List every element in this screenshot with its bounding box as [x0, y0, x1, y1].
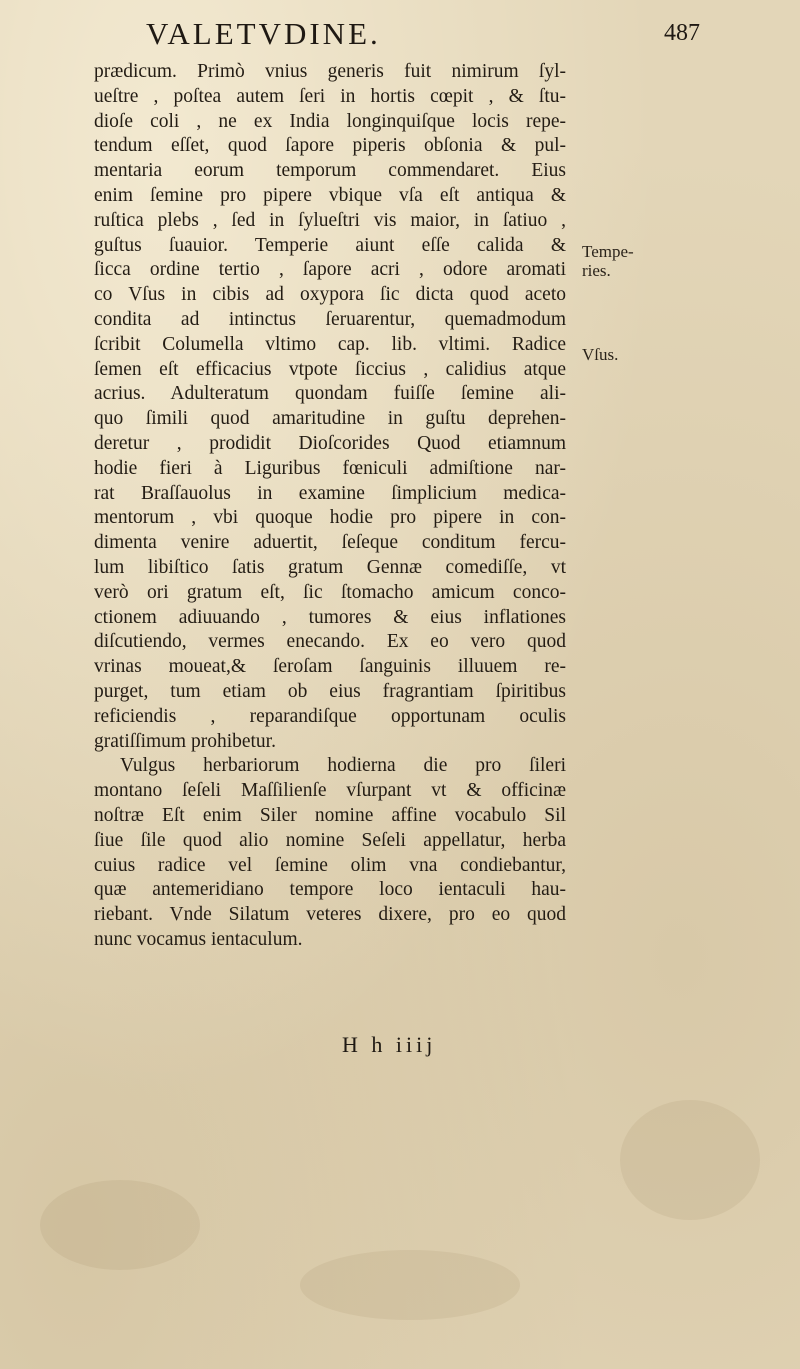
text-line: dimenta venire aduertit, ſeſeque conditum fercu- [94, 532, 566, 554]
text-line: montano ſeſeli Maſſilienſe vſurpant vt & officinæ [94, 780, 566, 802]
text-line: mentorum , vbi quoque hodie pro pipere in con- [94, 507, 566, 529]
text-line: nunc vocamus ientaculum. [94, 928, 303, 950]
text-line: lum libiſtico ſatis gratum Gennæ comediſſe, vt [94, 556, 566, 578]
text-line: diſcutiendo, vermes enecando. Ex eo vero quod [94, 631, 566, 653]
text-line: vrinas moueat,& ſeroſam ſanguinis illuuem re- [94, 656, 566, 678]
text-line: ſiue ſile quod alio nomine Seſeli appellatur, herba [94, 829, 566, 851]
text-line: deretur , prodidit Dioſcorides Quod etiamnum [94, 432, 566, 454]
text-line: condita ad intinctus ſeruarentur, quemadmodum [94, 308, 566, 330]
paper-stain [40, 1180, 200, 1270]
marginal-note-temperies [582, 242, 634, 280]
text-line: acrius. Adulteratum quondam fuiſſe ſemine ali- [94, 383, 566, 405]
marginal-note-line: Vſus. [582, 345, 619, 364]
text-line: verò ori gratum eſt, ſic ſtomacho amicum conco- [94, 581, 566, 603]
text-line: noſtræ Eſt enim Siler nomine affine vocabulo Sil [94, 804, 566, 826]
marginal-note-line: Tempe- [582, 242, 634, 261]
page-number: 487 [664, 20, 700, 46]
text-line: rat Braſſauolus in examine ſimplicium medica- [94, 482, 566, 504]
paragraph-first-line: Vulgus herbariorum hodierna die pro ſileri [120, 755, 566, 777]
running-title: VALETVDINE. [146, 16, 381, 51]
text-line: quæ antemeridiano tempore loco ientaculi hau- [94, 879, 566, 901]
paper-stain [300, 1250, 520, 1320]
text-line: hodie fieri à Liguribus fœniculi admiſtione nar- [94, 457, 566, 479]
text-line: ſemen eſt efficacius vtpote ſiccius , calidius atque [94, 358, 566, 380]
text-line: ueſtre , poſtea autem ſeri in hortis cœpit , & ſtu- [94, 85, 566, 107]
text-line: ſicca ordine tertio , ſapore acri , odore aromati [94, 259, 566, 281]
signature-mark: H h iiij [342, 1032, 437, 1057]
text-line: co Vſus in cibis ad oxypora ſic dicta quod aceto [94, 284, 566, 306]
text-line: prædicum. Primò vnius generis fuit nimirum ſyl- [94, 61, 566, 82]
text-line: ruſtica plebs , ſed in ſylueſtri vis maior, in ſatiuo , [94, 209, 566, 231]
text-line: ſcribit Columella vltimo cap. lib. vltimi. Radice [94, 333, 566, 355]
text-line: cuius radice vel ſemine olim vna condiebantur, [94, 854, 566, 876]
text-line: riebant. Vnde Silatum veteres dixere, pro eo quod [94, 904, 566, 926]
text-line: guſtus ſuauior. Temperie aiunt eſſe calida & [94, 234, 566, 256]
paper-stain [620, 1100, 760, 1220]
text-line: tendum eſſet, quod ſapore piperis obſonia & pul- [94, 135, 566, 157]
text-line: ctionem adiuuando , tumores & eius inflationes [94, 606, 566, 628]
body-text [94, 60, 566, 953]
text-line: reficiendis , reparandiſque opportunam oculis [94, 705, 566, 727]
marginal-note-line: ries. [582, 261, 611, 280]
text-line: mentaria eorum temporum commendaret. Eius [94, 160, 566, 182]
text-line: enim ſemine pro pipere vbique vſa eſt antiqua & [94, 184, 566, 206]
marginal-note-usus [582, 345, 618, 364]
text-line: quo ſimili quod amaritudine in guſtu deprehen- [94, 408, 566, 430]
text-line: gratiſſimum prohibetur. [94, 730, 276, 752]
running-head [140, 16, 700, 56]
text-line: dioſe coli , ne ex India longinquiſque locis repe- [94, 110, 566, 132]
text-line: purget, tum etiam ob eius fragrantiam ſpiritibus [94, 680, 566, 702]
